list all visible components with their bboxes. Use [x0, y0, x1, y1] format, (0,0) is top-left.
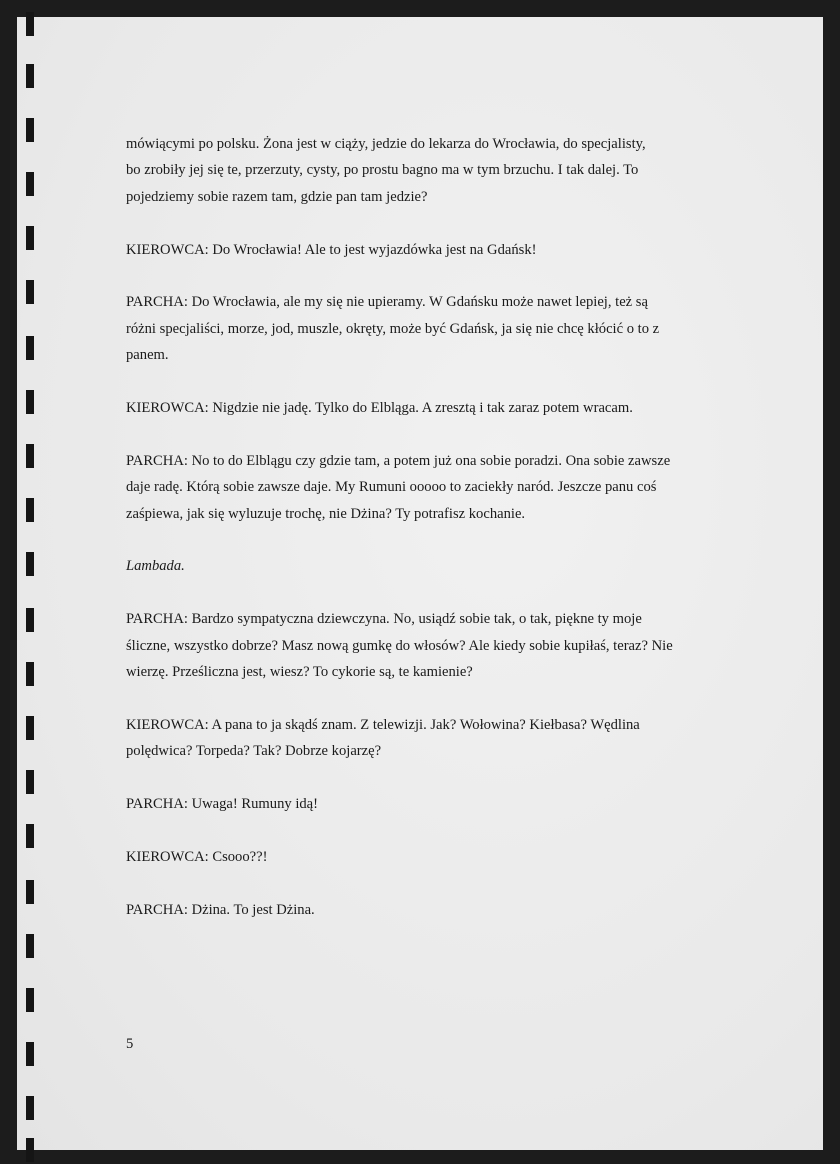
- dialogue-paragraph: [126, 448, 726, 527]
- text-line: zaśpiewa, jak się wyluzuje trochę, nie Dżina? Ty potrafisz kochanie.: [126, 505, 526, 522]
- text-line: PARCHA: Do Wrocławia, ale my się nie upieramy. W Gdańsku może nawet lepiej, też są: [126, 294, 648, 311]
- text-line: KIEROWCA: Csooo??!: [126, 848, 268, 865]
- page-number: 5: [126, 1036, 134, 1052]
- dialogue-paragraph: [126, 395, 726, 421]
- binding-hole: [26, 716, 34, 740]
- binding-hole: [26, 1042, 34, 1066]
- binding-hole: [26, 770, 34, 794]
- text-line: bo zrobiły jej się te, przerzuty, cysty, po prostu bagno ma w tym brzuchu. I tak dalej. To: [126, 162, 639, 179]
- text-line: PARCHA: Dżina. To jest Dżina.: [126, 901, 315, 918]
- binding-hole: [26, 390, 34, 414]
- text-line: PARCHA: Uwaga! Rumuny idą!: [126, 796, 319, 813]
- dialogue-paragraph: [126, 606, 726, 685]
- text-line: różni specjaliści, morze, jod, muszle, okręty, może być Gdańsk, ja się nie chcę kłócić o to z: [126, 320, 660, 337]
- binding-hole: [26, 1096, 34, 1120]
- binding-hole: [26, 118, 34, 142]
- dialogue-paragraph: [126, 289, 726, 368]
- text-line: pojedziemy sobie razem tam, gdzie pan tam jedzie?: [126, 188, 428, 205]
- text-line: mówiącymi po polsku. Żona jest w ciąży, jedzie do lekarza do Wrocławia, do specjalisty,: [126, 136, 646, 152]
- text-line: wierzę. Prześliczna jest, wiesz? To cykorie są, te kamienie?: [126, 664, 473, 681]
- dialogue-paragraph: [126, 897, 726, 923]
- binding-hole: [26, 934, 34, 958]
- binding-hole: [26, 662, 34, 686]
- binding-hole: [26, 1138, 34, 1162]
- dialogue-paragraph: [126, 131, 726, 210]
- binding-hole: [26, 824, 34, 848]
- text-line: KIEROWCA: Nigdzie nie jadę. Tylko do Elbląga. A zresztą i tak zaraz potem wracam.: [126, 400, 633, 417]
- binding-hole: [26, 280, 34, 304]
- document-body: [126, 131, 726, 949]
- dialogue-paragraph: [126, 844, 726, 870]
- text-line: panem.: [126, 347, 169, 364]
- spiral-binding: [22, 0, 36, 1164]
- binding-hole: [26, 498, 34, 522]
- text-line: polędwica? Torpeda? Tak? Dobrze kojarzę?: [126, 743, 382, 760]
- binding-hole: [26, 988, 34, 1012]
- dialogue-paragraph: [126, 712, 726, 765]
- text-line: KIEROWCA: Do Wrocławia! Ale to jest wyjazdówka jest na Gdańsk!: [126, 241, 537, 258]
- text-line: KIEROWCA: A pana to ja skądś znam. Z telewizji. Jak? Wołowina? Kiełbasa? Wędlina: [126, 716, 640, 733]
- text-line: śliczne, wszystko dobrze? Masz nową gumkę do włosów? Ale kiedy sobie kupiłaś, teraz? Nie: [126, 637, 673, 654]
- stage-direction: [126, 553, 726, 579]
- binding-hole: [26, 64, 34, 88]
- binding-hole: [26, 12, 34, 36]
- binding-hole: [26, 444, 34, 468]
- dialogue-paragraph: [126, 791, 726, 817]
- binding-hole: [26, 226, 34, 250]
- text-line: Lambada.: [126, 558, 185, 575]
- text-line: PARCHA: Bardzo sympatyczna dziewczyna. No, usiądź sobie tak, o tak, piękne ty moje: [126, 611, 642, 628]
- text-line: PARCHA: No to do Elblągu czy gdzie tam, a potem już ona sobie poradzi. Ona sobie zawsze: [126, 452, 671, 469]
- binding-hole: [26, 336, 34, 360]
- dialogue-paragraph: [126, 237, 726, 263]
- binding-hole: [26, 608, 34, 632]
- binding-hole: [26, 552, 34, 576]
- binding-hole: [26, 880, 34, 904]
- binding-hole: [26, 172, 34, 196]
- text-line: daje radę. Którą sobie zawsze daje. My Rumuni ooooo to zaciekły naród. Jeszcze panu coś: [126, 479, 657, 496]
